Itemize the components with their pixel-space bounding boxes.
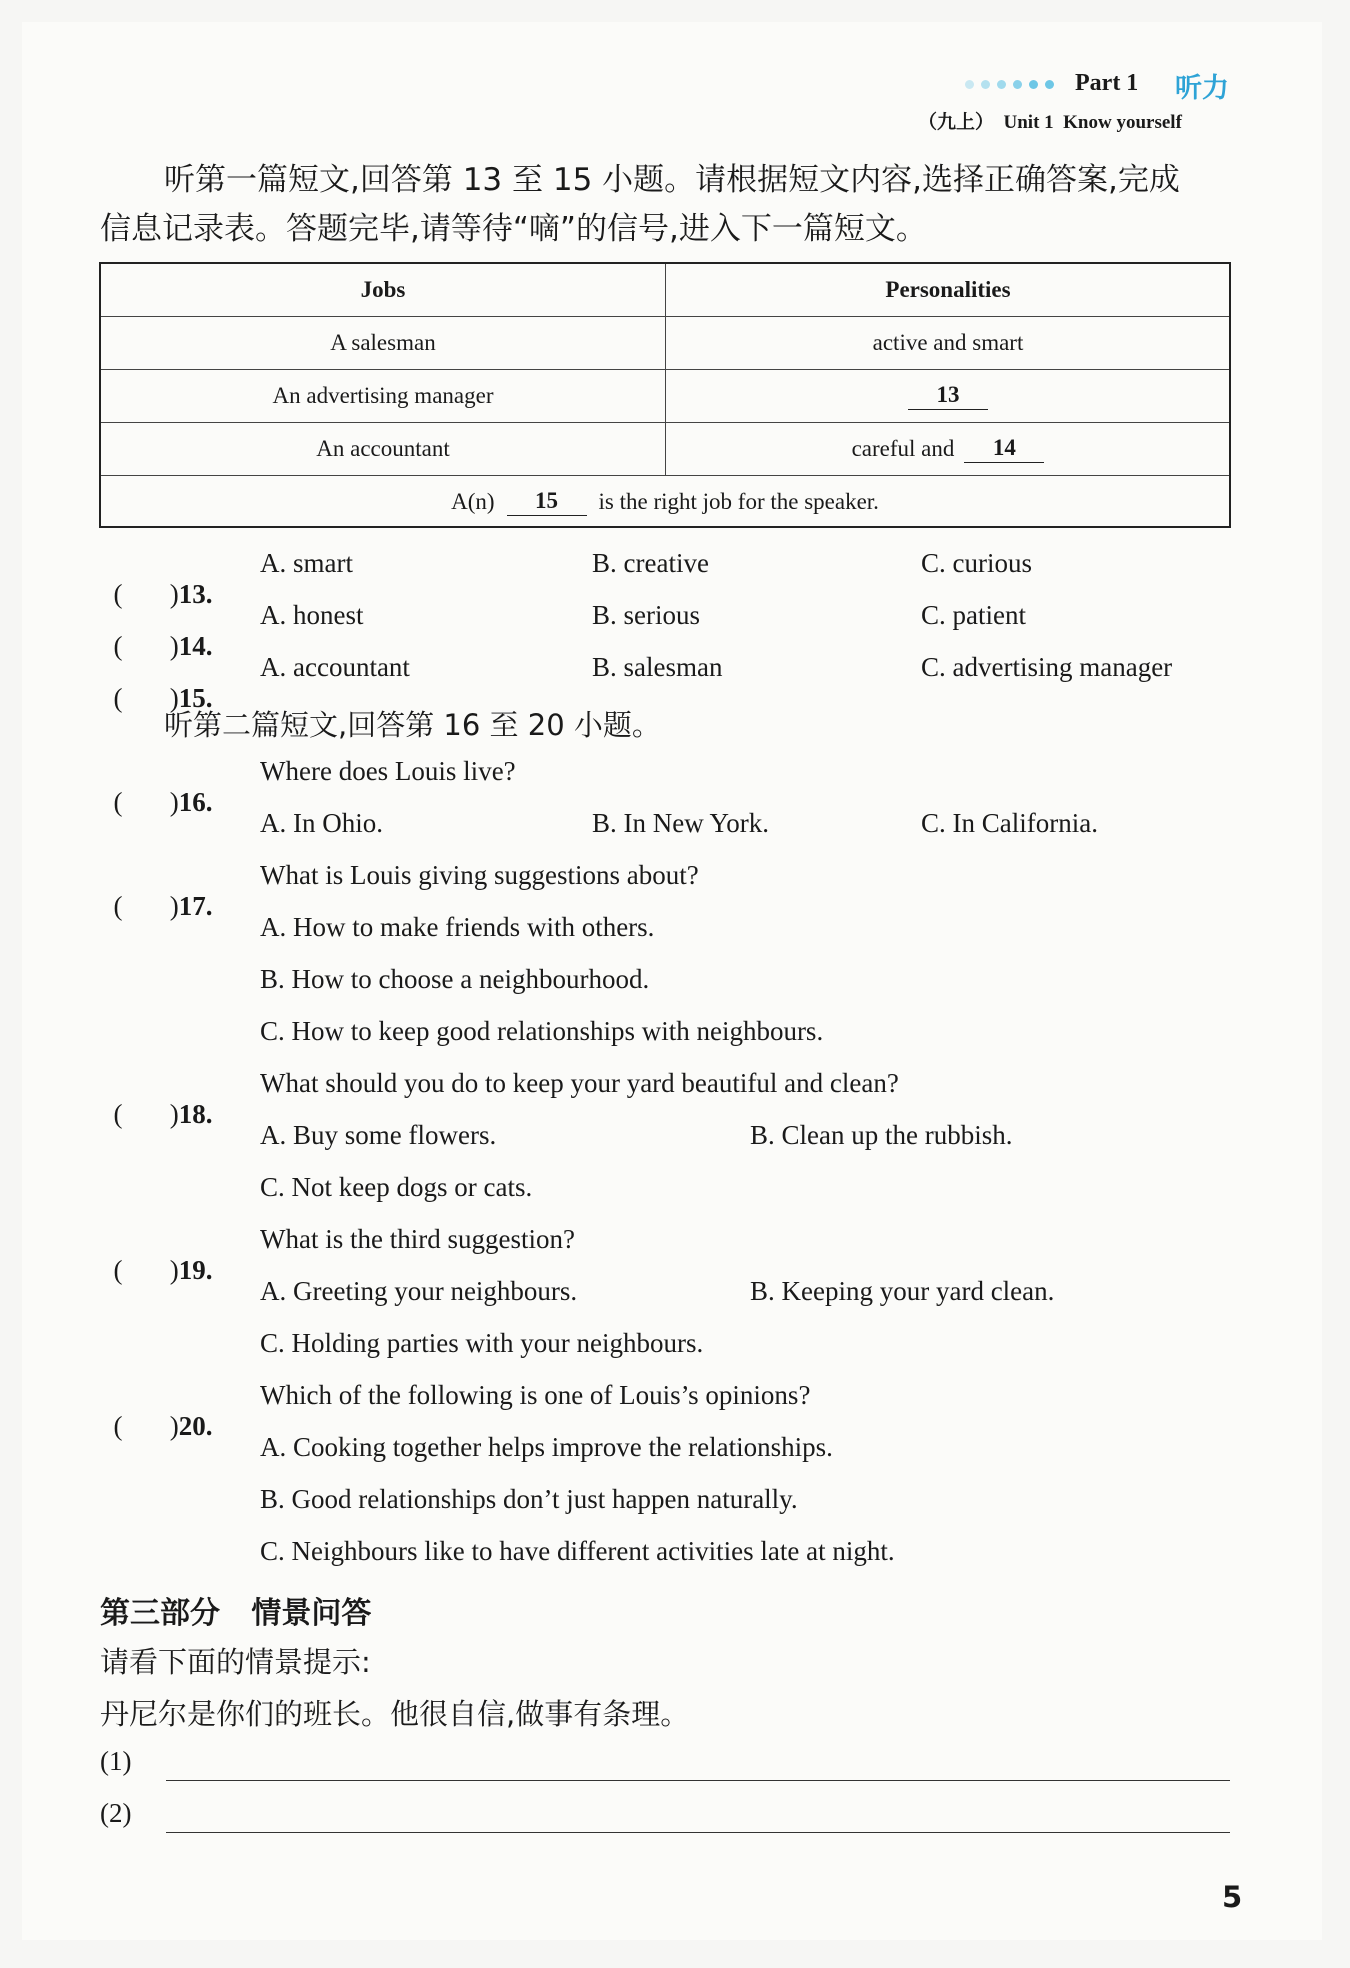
part3-prompt: 请看下面的情景提示: bbox=[100, 1645, 371, 1679]
footer-prefix: A(n) bbox=[451, 489, 495, 514]
option-c: C. advertising manager bbox=[921, 652, 1173, 682]
table-header-jobs: Jobs bbox=[101, 264, 666, 316]
page-number: 5 bbox=[1222, 1880, 1243, 1914]
header-dots bbox=[965, 80, 1054, 89]
answer-label-1: (1) bbox=[100, 1746, 132, 1776]
answer-bracket[interactable]: ( ) bbox=[113, 631, 179, 661]
answer-line-1[interactable] bbox=[166, 1780, 1230, 1781]
question-number: 19. bbox=[178, 1255, 213, 1285]
option-a: A. honest bbox=[260, 600, 364, 630]
footer-suffix: is the right job for the speaker. bbox=[598, 489, 879, 514]
info-table bbox=[99, 262, 1231, 528]
question-number: 15. bbox=[178, 683, 213, 713]
header-subtitle: （九上） Unit 1 Know yourself bbox=[918, 112, 1182, 133]
table-row bbox=[101, 370, 1229, 423]
header-title: 听力 bbox=[1175, 73, 1229, 104]
answer-bracket[interactable]: ( ) bbox=[113, 683, 179, 713]
blank-14[interactable]: 14 bbox=[964, 435, 1044, 463]
option-a: A. In Ohio. bbox=[260, 808, 383, 838]
question-text: What is the third suggestion? bbox=[260, 1224, 575, 1254]
question-text: Which of the following is one of Louis’s opinions? bbox=[260, 1380, 811, 1410]
table-footer-cell bbox=[101, 476, 1229, 528]
option-c: C. Not keep dogs or cats. bbox=[260, 1172, 533, 1202]
option-b: B. In New York. bbox=[592, 808, 770, 838]
question-text: What should you do to keep your yard beautiful and clean? bbox=[260, 1068, 899, 1098]
question-number: 20. bbox=[178, 1411, 213, 1441]
answer-bracket[interactable]: ( ) bbox=[113, 579, 179, 609]
option-b: B. creative bbox=[592, 548, 709, 578]
section1-instruction-line2: 信息记录表。答题完毕,请等待“嘀”的信号,进入下一篇短文。 bbox=[100, 211, 927, 247]
personality-text: careful and bbox=[851, 436, 955, 461]
table-row bbox=[101, 423, 1229, 476]
question-17 bbox=[100, 860, 212, 922]
answer-label-2: (2) bbox=[100, 1798, 132, 1828]
question-text: What is Louis giving suggestions about? bbox=[260, 860, 699, 890]
option-c: C. In California. bbox=[921, 808, 1098, 838]
question-18 bbox=[100, 1068, 212, 1130]
option-b: B. serious bbox=[592, 600, 700, 630]
blank-15[interactable]: 15 bbox=[507, 488, 587, 516]
question-16 bbox=[100, 756, 212, 818]
option-c: C. How to keep good relationships with neighbours. bbox=[260, 1016, 824, 1046]
question-number: 13. bbox=[178, 579, 213, 609]
table-header-personalities: Personalities bbox=[885, 277, 1011, 302]
part3-scenario: 丹尼尔是你们的班长。他很自信,做事有条理。 bbox=[100, 1697, 690, 1731]
section1-instruction-line1: 听第一篇短文,回答第 13 至 15 小题。请根据短文内容,选择正确答案,完成 bbox=[164, 162, 1180, 198]
table-cell-job: A salesman bbox=[101, 317, 666, 369]
answer-bracket[interactable]: ( ) bbox=[113, 891, 179, 921]
option-c: C. patient bbox=[921, 600, 1026, 630]
header-part: Part 1 bbox=[1075, 70, 1139, 96]
answer-bracket[interactable]: ( ) bbox=[113, 1099, 179, 1129]
question-number: 17. bbox=[178, 891, 213, 921]
option-c: C. Holding parties with your neighbours. bbox=[260, 1328, 704, 1358]
question-19 bbox=[100, 1224, 212, 1286]
question-text: Where does Louis live? bbox=[260, 756, 516, 786]
table-cell-personality bbox=[665, 423, 1231, 475]
answer-bracket[interactable]: ( ) bbox=[113, 1255, 179, 1285]
option-b: B. Clean up the rubbish. bbox=[750, 1120, 1013, 1150]
part3-title: 第三部分 情景问答 bbox=[100, 1596, 372, 1631]
option-a: A. How to make friends with others. bbox=[260, 912, 655, 942]
table-row bbox=[101, 317, 1229, 370]
table-cell-job: An advertising manager bbox=[101, 370, 666, 422]
option-b: B. Good relationships don’t just happen naturally. bbox=[260, 1484, 798, 1514]
table-cell-job: An accountant bbox=[101, 423, 666, 475]
option-b: B. salesman bbox=[592, 652, 723, 682]
table-header-row bbox=[101, 264, 1229, 317]
option-a: A. smart bbox=[260, 548, 353, 578]
option-a: A. Cooking together helps improve the relationships. bbox=[260, 1432, 833, 1462]
table-cell-personality: active and smart bbox=[872, 330, 1024, 355]
answer-bracket[interactable]: ( ) bbox=[113, 787, 179, 817]
table-footer-row bbox=[101, 476, 1229, 528]
answer-line-2[interactable] bbox=[166, 1832, 1230, 1833]
question-number: 14. bbox=[178, 631, 213, 661]
option-c: C. curious bbox=[921, 548, 1032, 578]
option-a: A. Buy some flowers. bbox=[260, 1120, 497, 1150]
option-a: A. Greeting your neighbours. bbox=[260, 1276, 578, 1306]
option-c: C. Neighbours like to have different activities late at night. bbox=[260, 1536, 895, 1566]
question-number: 16. bbox=[178, 787, 213, 817]
blank-13[interactable]: 13 bbox=[908, 382, 988, 410]
option-b: B. Keeping your yard clean. bbox=[750, 1276, 1055, 1306]
section2-instruction: 听第二篇短文,回答第 16 至 20 小题。 bbox=[164, 708, 661, 742]
question-number: 18. bbox=[178, 1099, 213, 1129]
answer-bracket[interactable]: ( ) bbox=[113, 1411, 179, 1441]
option-a: A. accountant bbox=[260, 652, 410, 682]
question-20 bbox=[100, 1380, 212, 1442]
option-b: B. How to choose a neighbourhood. bbox=[260, 964, 650, 994]
table-cell-personality bbox=[665, 370, 1231, 422]
